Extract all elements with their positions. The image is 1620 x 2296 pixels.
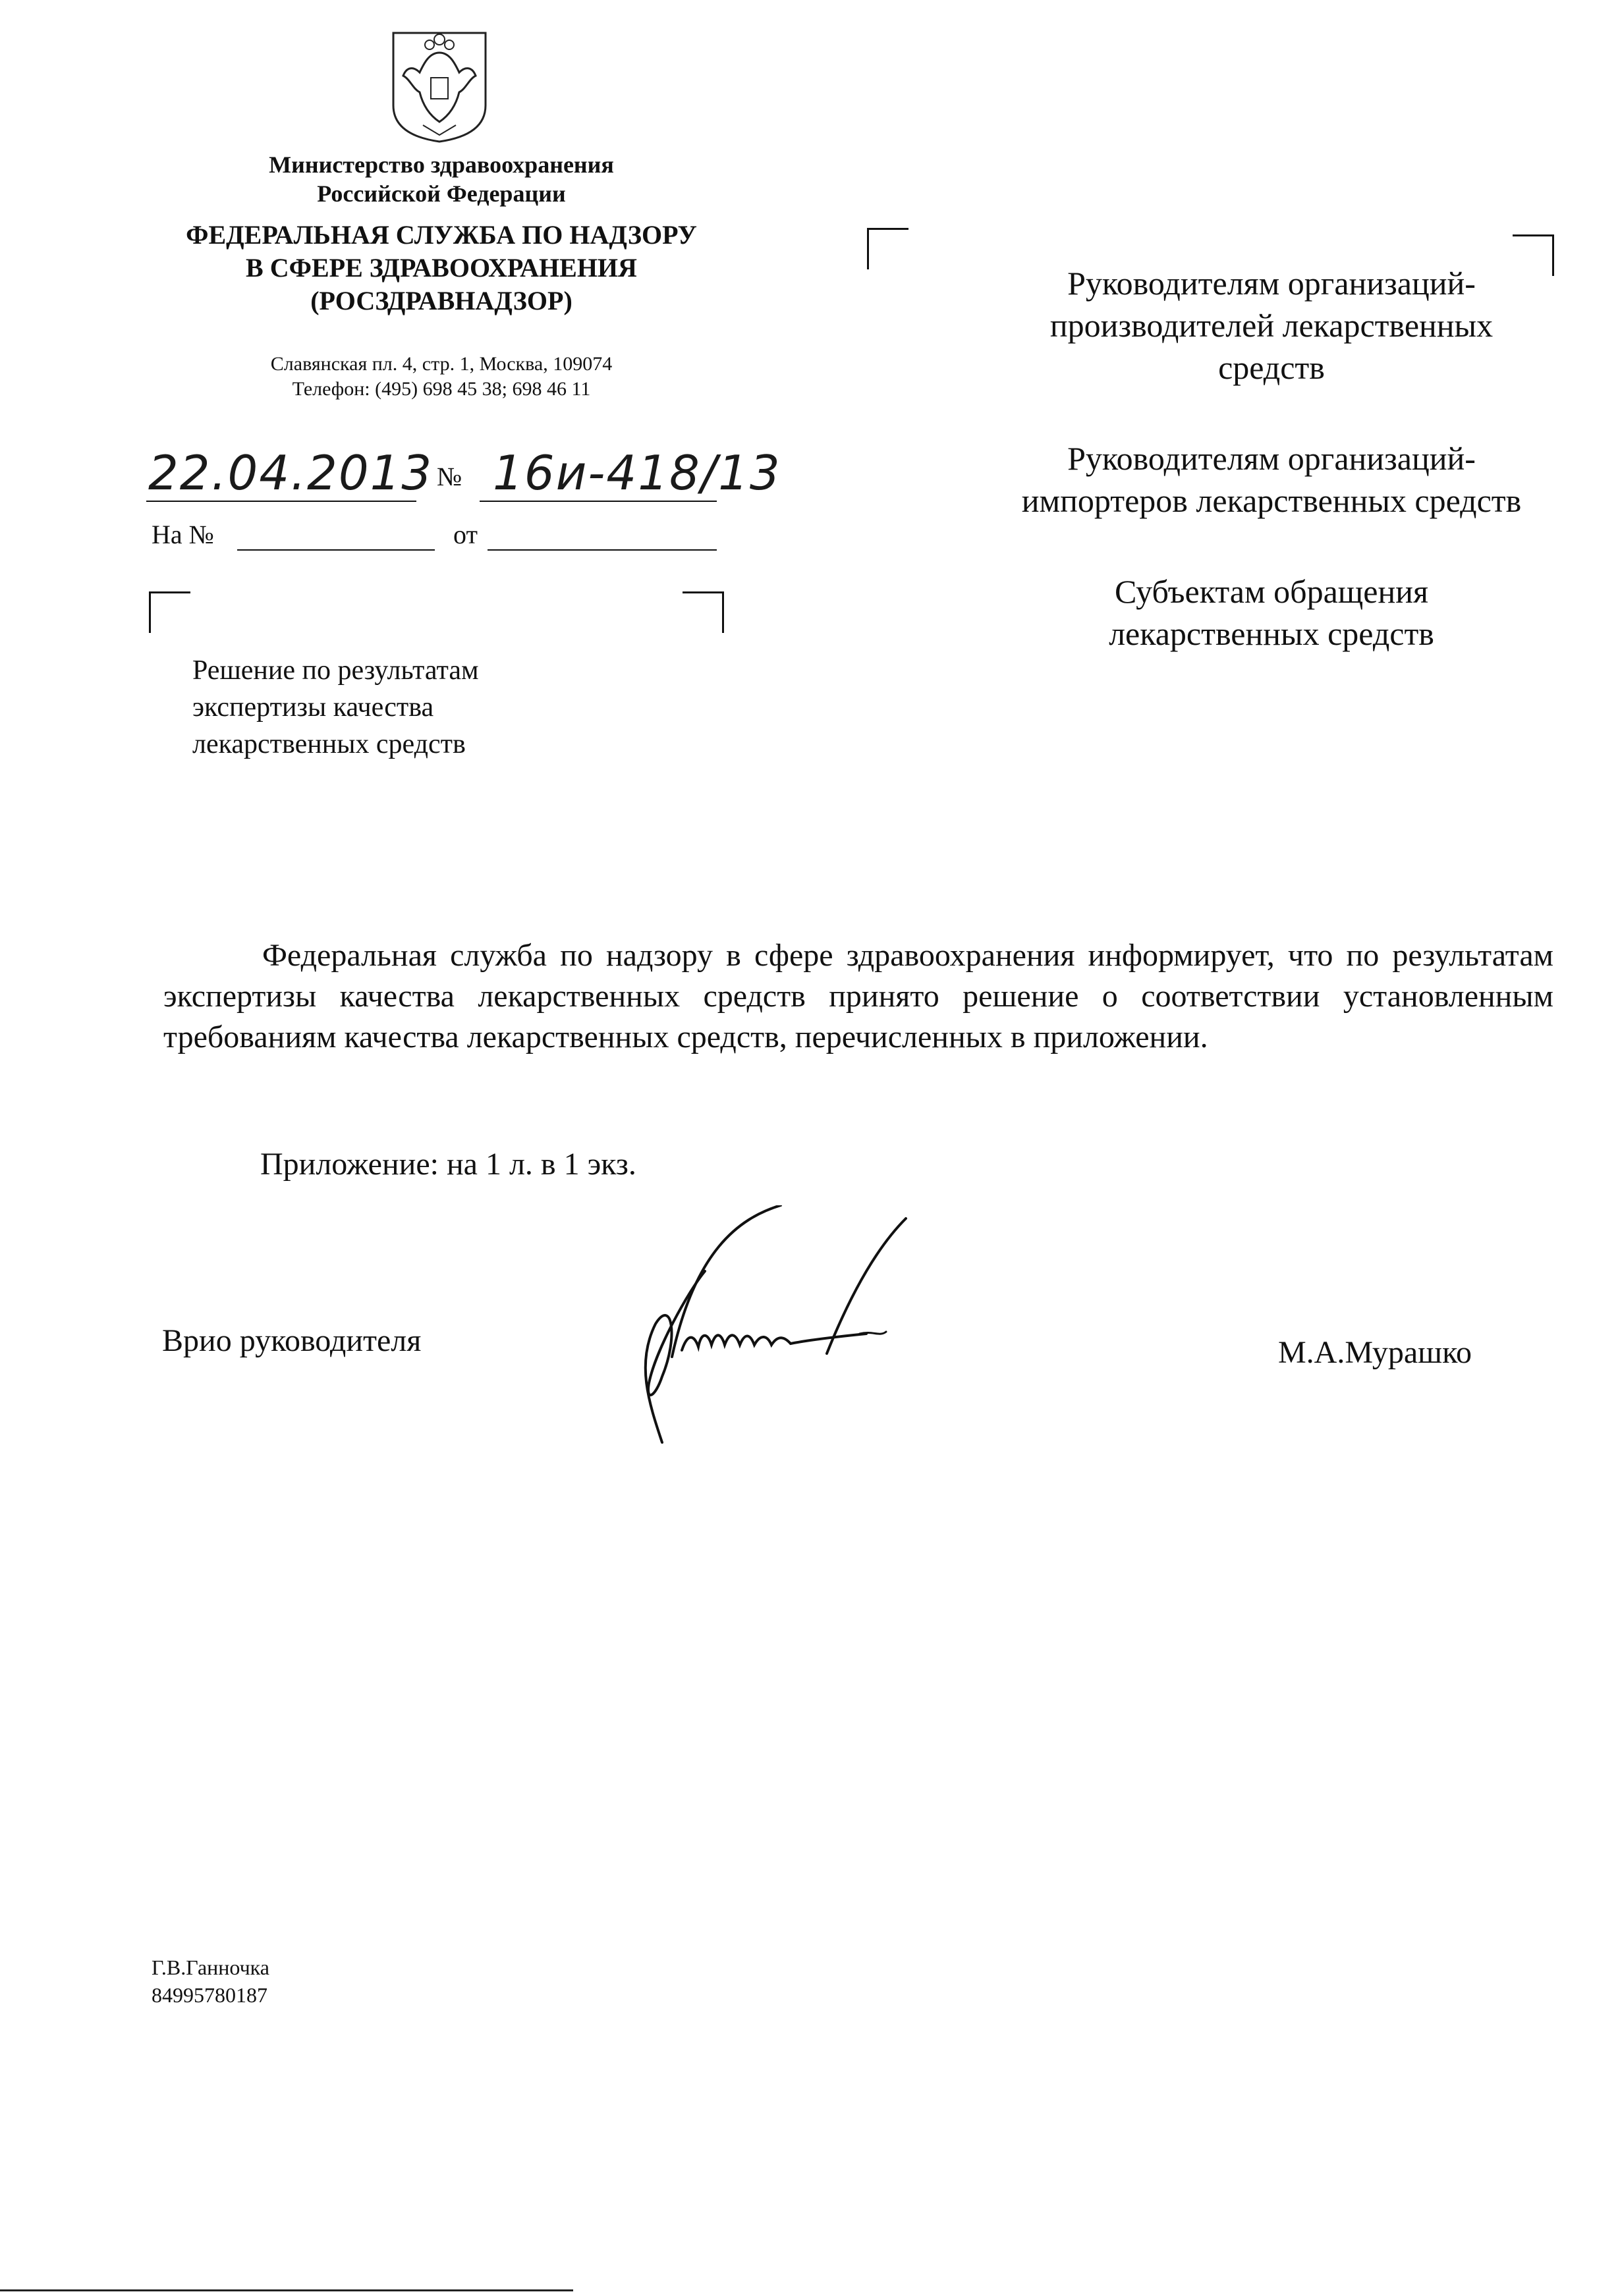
number-label: № bbox=[437, 462, 462, 491]
letter-subject bbox=[192, 652, 479, 763]
date-underline bbox=[146, 501, 416, 502]
subject-line: лекарственных средств bbox=[192, 729, 466, 759]
addressee-list bbox=[909, 262, 1620, 703]
subject-line: экспертизы качества bbox=[192, 692, 434, 723]
service-address bbox=[132, 352, 751, 402]
signer-title: Врио руководителя bbox=[162, 1323, 422, 1358]
document-number: 16и-418/13 bbox=[493, 445, 781, 501]
ministry-name bbox=[171, 150, 712, 208]
signer-name: М.А.Мурашко bbox=[1278, 1335, 1472, 1370]
reference-from-label: от bbox=[453, 520, 478, 549]
addressee-line: средств bbox=[1218, 349, 1325, 386]
addressee-line: Руководителям организаций- bbox=[1067, 265, 1476, 302]
reference-date-line bbox=[488, 549, 717, 551]
addressee bbox=[909, 262, 1620, 389]
service-line: ФЕДЕРАЛЬНАЯ СЛУЖБА ПО НАДЗОРУ bbox=[186, 220, 697, 250]
addressee-line: Руководителям организаций- bbox=[1067, 440, 1476, 477]
service-line: (РОСЗДРАВНАДЗОР) bbox=[310, 286, 573, 315]
address-line: Телефон: (495) 698 45 38; 698 46 11 bbox=[292, 378, 591, 400]
service-line: В СФЕРЕ ЗДРАВООХРАНЕНИЯ bbox=[246, 253, 637, 283]
bracket-top-right bbox=[683, 591, 724, 633]
executor-contact bbox=[152, 1954, 269, 2009]
ministry-line: Министерство здравоохранения bbox=[269, 151, 614, 178]
reference-number-line bbox=[237, 549, 435, 551]
addressee-line: импортеров лекарственных средств bbox=[1021, 482, 1522, 519]
service-name bbox=[132, 219, 751, 317]
ministry-line: Российской Федерации bbox=[317, 180, 566, 207]
coat-of-arms-icon bbox=[383, 26, 495, 145]
signature-icon bbox=[609, 1205, 978, 1456]
number-underline bbox=[480, 501, 717, 502]
body-paragraph: Федеральная служба по надзору в сфере здравоохранения информирует, что по результатам экспертизы качества лекарственных средств принято решение о соответствии установленным требованиям качества лекарственных средств, перечисленных в приложении. bbox=[163, 938, 1553, 1054]
executor-phone: 84995780187 bbox=[152, 1983, 267, 2007]
addressee bbox=[909, 437, 1620, 522]
addressee-line: лекарственных средств bbox=[1109, 615, 1434, 652]
subject-line: Решение по результатам bbox=[192, 655, 479, 686]
bottom-rule bbox=[0, 2289, 573, 2291]
document-date: 22.04.2013 bbox=[148, 445, 433, 501]
addressee-line: Субъектам обращения bbox=[1115, 573, 1428, 610]
addressee-line: производителей лекарственных bbox=[1049, 307, 1494, 344]
bracket-top-left bbox=[149, 591, 190, 633]
attachment-note: Приложение: на 1 л. в 1 экз. bbox=[260, 1147, 636, 1182]
bracket-top-left bbox=[867, 228, 908, 269]
reference-label: На № bbox=[152, 520, 214, 549]
address-line: Славянская пл. 4, стр. 1, Москва, 109074 bbox=[270, 353, 613, 375]
addressee bbox=[909, 570, 1620, 655]
executor-name: Г.В.Ганночка bbox=[152, 1955, 269, 1979]
letter-body bbox=[163, 935, 1553, 1058]
